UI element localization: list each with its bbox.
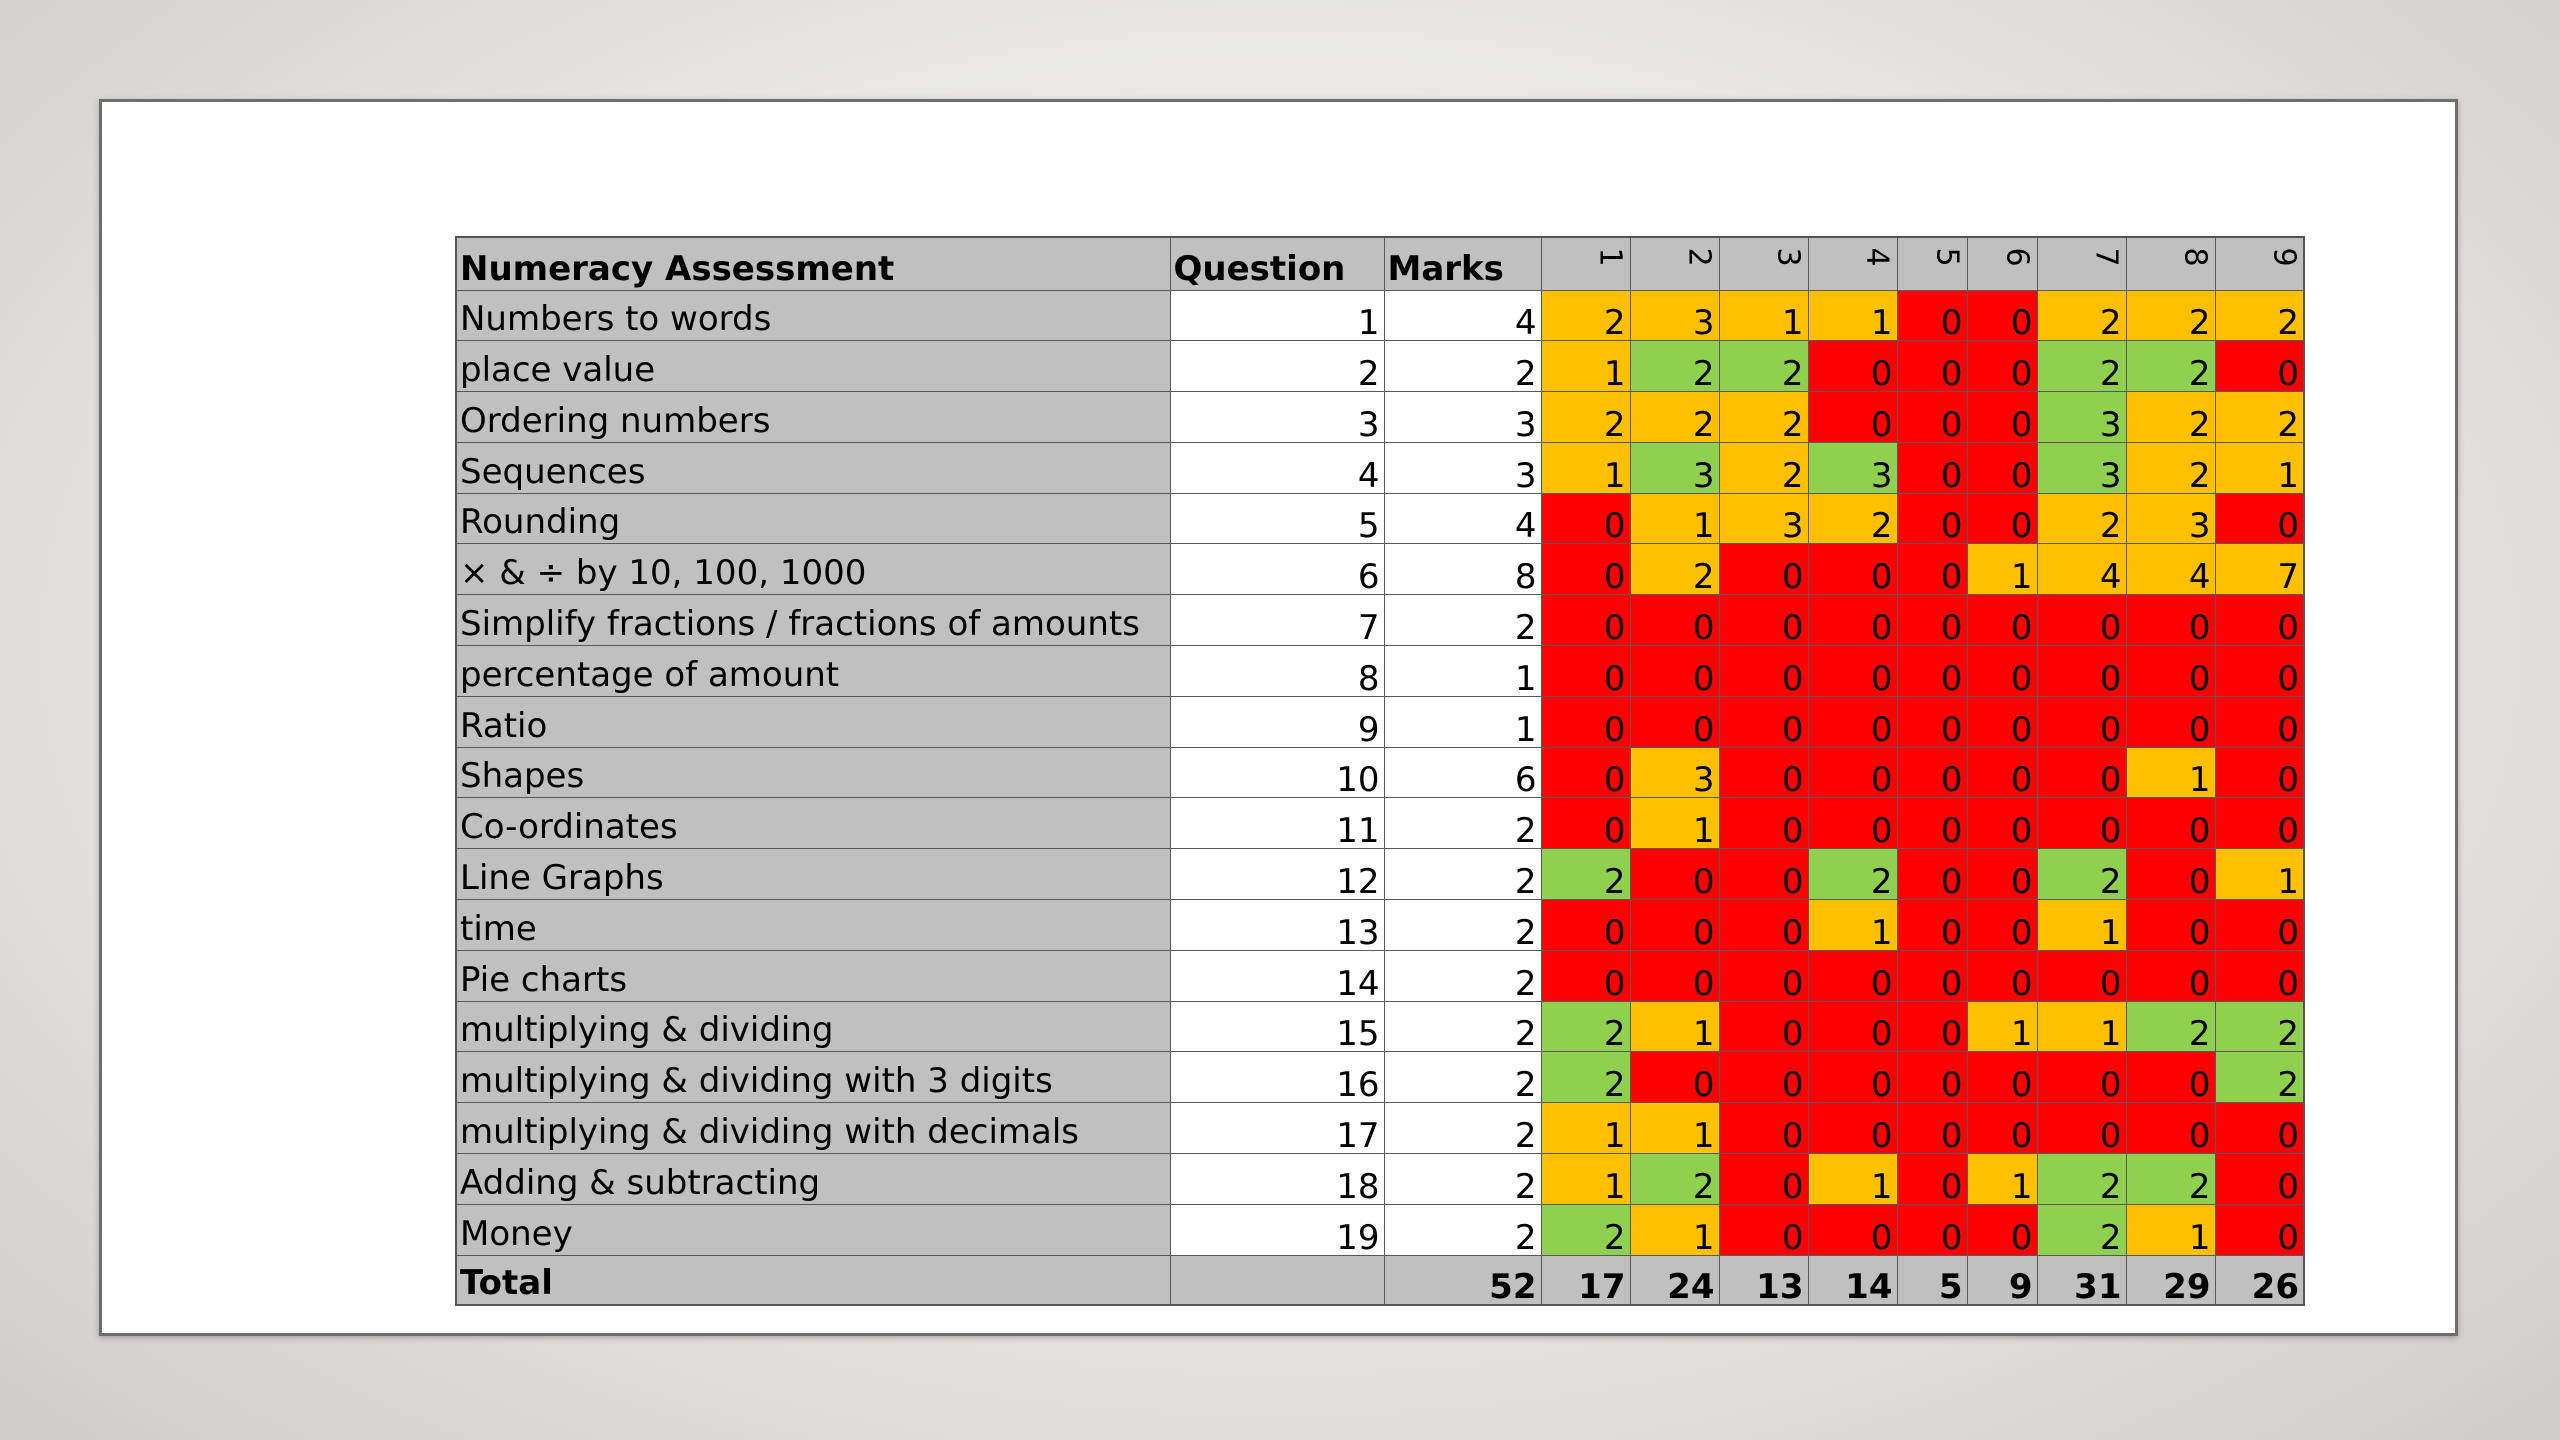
score-cell: 0 [1897, 392, 1967, 443]
student-column-header [2215, 237, 2304, 290]
score-cell: 1 [1630, 1204, 1719, 1255]
table-row [456, 341, 2304, 392]
question-number-cell: 8 [1170, 646, 1384, 697]
score-cell: 2 [1630, 341, 1719, 392]
score-cell: 0 [1719, 1103, 1808, 1154]
score-cell: 3 [1630, 747, 1719, 798]
table-row [456, 798, 2304, 849]
score-cell: 0 [2126, 646, 2215, 697]
student-number: 6 [1999, 247, 2035, 267]
score-cell: 0 [2215, 1154, 2304, 1205]
score-cell: 2 [2126, 341, 2215, 392]
marks-cell: 3 [1384, 392, 1541, 443]
score-cell: 2 [2037, 1204, 2126, 1255]
score-cell: 2 [2126, 442, 2215, 493]
score-cell: 1 [1541, 1154, 1630, 1205]
topic-cell: × & ÷ by 10, 100, 1000 [456, 544, 1170, 595]
score-cell: 0 [1897, 849, 1967, 900]
marks-cell: 2 [1384, 595, 1541, 646]
score-cell: 1 [1967, 544, 2037, 595]
score-cell: 0 [2215, 646, 2304, 697]
score-cell: 0 [1967, 1204, 2037, 1255]
score-cell: 0 [1967, 900, 2037, 951]
score-cell: 2 [1630, 392, 1719, 443]
table-row [456, 1154, 2304, 1205]
question-number-cell: 11 [1170, 798, 1384, 849]
score-cell: 0 [2037, 595, 2126, 646]
score-cell: 2 [2126, 1001, 2215, 1052]
score-cell: 0 [2215, 900, 2304, 951]
table-row [456, 1052, 2304, 1103]
score-cell: 0 [1808, 341, 1897, 392]
student-column-header [1541, 237, 1630, 290]
question-number-cell: 15 [1170, 1001, 1384, 1052]
student-number: 9 [2266, 247, 2302, 267]
score-cell: 0 [1541, 544, 1630, 595]
student-column-header [1719, 237, 1808, 290]
score-cell: 0 [2126, 849, 2215, 900]
score-cell: 0 [1897, 696, 1967, 747]
question-number-cell: 4 [1170, 442, 1384, 493]
marks-cell: 2 [1384, 1154, 1541, 1205]
total-marks: 52 [1384, 1255, 1541, 1305]
score-cell: 0 [1967, 341, 2037, 392]
score-cell: 0 [1808, 544, 1897, 595]
score-cell: 1 [2215, 849, 2304, 900]
total-question-blank [1170, 1255, 1384, 1305]
score-cell: 1 [2037, 900, 2126, 951]
score-cell: 0 [1630, 950, 1719, 1001]
score-cell: 2 [1541, 1001, 1630, 1052]
score-cell: 1 [1541, 1103, 1630, 1154]
score-cell: 0 [1541, 595, 1630, 646]
score-cell: 0 [1967, 849, 2037, 900]
slide [99, 99, 2458, 1336]
score-cell: 0 [2126, 595, 2215, 646]
score-cell: 0 [1719, 1154, 1808, 1205]
student-number: 4 [1859, 247, 1895, 267]
table-row [456, 1103, 2304, 1154]
score-cell: 0 [1967, 747, 2037, 798]
score-cell: 0 [1808, 747, 1897, 798]
score-cell: 0 [1808, 1052, 1897, 1103]
score-cell: 0 [2215, 798, 2304, 849]
question-number-cell: 16 [1170, 1052, 1384, 1103]
score-cell: 0 [2037, 646, 2126, 697]
score-cell: 2 [2126, 392, 2215, 443]
marks-cell: 1 [1384, 696, 1541, 747]
score-cell: 0 [1719, 1204, 1808, 1255]
score-cell: 1 [2037, 1001, 2126, 1052]
marks-cell: 3 [1384, 442, 1541, 493]
question-number-cell: 6 [1170, 544, 1384, 595]
table-row [456, 392, 2304, 443]
score-cell: 0 [1808, 1103, 1897, 1154]
score-cell: 0 [1967, 1103, 2037, 1154]
topic-cell: Co-ordinates [456, 798, 1170, 849]
score-cell: 0 [1719, 544, 1808, 595]
score-cell: 0 [1967, 798, 2037, 849]
score-cell: 0 [1719, 900, 1808, 951]
score-cell: 0 [1897, 493, 1967, 544]
score-cell: 1 [1967, 1001, 2037, 1052]
score-cell: 0 [1541, 798, 1630, 849]
score-cell: 0 [2037, 747, 2126, 798]
score-cell: 4 [2126, 544, 2215, 595]
score-cell: 1 [1808, 900, 1897, 951]
score-cell: 0 [1897, 595, 1967, 646]
score-cell: 2 [1541, 1052, 1630, 1103]
topic-cell: place value [456, 341, 1170, 392]
score-cell: 0 [1808, 1204, 1897, 1255]
score-cell: 2 [2215, 392, 2304, 443]
student-number: 3 [1770, 247, 1806, 267]
topic-cell: percentage of amount [456, 646, 1170, 697]
marks-cell: 4 [1384, 493, 1541, 544]
score-cell: 0 [1897, 798, 1967, 849]
table-row [456, 900, 2304, 951]
score-cell: 0 [1897, 341, 1967, 392]
marks-cell: 2 [1384, 1103, 1541, 1154]
score-cell: 0 [1808, 798, 1897, 849]
score-cell: 0 [1719, 798, 1808, 849]
score-cell: 0 [1719, 696, 1808, 747]
score-cell: 0 [1897, 1052, 1967, 1103]
score-cell: 0 [2215, 1103, 2304, 1154]
question-number-cell: 5 [1170, 493, 1384, 544]
total-row [456, 1255, 2304, 1305]
marks-cell: 2 [1384, 950, 1541, 1001]
score-cell: 0 [1897, 1001, 1967, 1052]
score-cell: 0 [1967, 1052, 2037, 1103]
score-cell: 0 [2037, 798, 2126, 849]
marks-cell: 2 [1384, 798, 1541, 849]
student-column-header [1967, 237, 2037, 290]
topic-cell: Money [456, 1204, 1170, 1255]
table-row [456, 1001, 2304, 1052]
marks-cell: 2 [1384, 1204, 1541, 1255]
table-row [456, 849, 2304, 900]
score-cell: 0 [1719, 646, 1808, 697]
score-cell: 0 [1808, 646, 1897, 697]
score-cell: 0 [2037, 1103, 2126, 1154]
topic-cell: Ordering numbers [456, 392, 1170, 443]
score-cell: 0 [1808, 1001, 1897, 1052]
score-cell: 2 [2126, 1154, 2215, 1205]
question-number-cell: 7 [1170, 595, 1384, 646]
score-cell: 2 [1808, 849, 1897, 900]
table-row [456, 646, 2304, 697]
student-column-header [1630, 237, 1719, 290]
score-cell: 0 [1967, 442, 2037, 493]
marks-cell: 2 [1384, 1052, 1541, 1103]
table-row [456, 595, 2304, 646]
student-total: 31 [2037, 1255, 2126, 1305]
table-row [456, 544, 2304, 595]
marks-cell: 6 [1384, 747, 1541, 798]
score-cell: 4 [2037, 544, 2126, 595]
topic-cell: multiplying & dividing [456, 1001, 1170, 1052]
score-cell: 0 [1808, 696, 1897, 747]
score-cell: 0 [1967, 950, 2037, 1001]
topic-cell: Ratio [456, 696, 1170, 747]
topic-cell: Simplify fractions / fractions of amounts [456, 595, 1170, 646]
score-cell: 3 [1630, 442, 1719, 493]
topic-cell: Line Graphs [456, 849, 1170, 900]
score-cell: 2 [2215, 1001, 2304, 1052]
score-cell: 0 [1630, 849, 1719, 900]
score-cell: 2 [1719, 341, 1808, 392]
score-cell: 1 [1541, 341, 1630, 392]
score-cell: 0 [2215, 1204, 2304, 1255]
topic-cell: Numbers to words [456, 290, 1170, 341]
marks-cell: 2 [1384, 900, 1541, 951]
score-cell: 0 [1630, 646, 1719, 697]
score-cell: 0 [1541, 493, 1630, 544]
score-cell: 0 [2037, 950, 2126, 1001]
score-cell: 0 [1967, 392, 2037, 443]
score-cell: 0 [1897, 1154, 1967, 1205]
score-cell: 0 [1630, 900, 1719, 951]
question-header: Question [1170, 237, 1384, 290]
student-total: 5 [1897, 1255, 1967, 1305]
table-row [456, 442, 2304, 493]
student-total: 17 [1541, 1255, 1630, 1305]
total-label: Total [456, 1255, 1170, 1305]
score-cell: 3 [1808, 442, 1897, 493]
score-cell: 0 [1719, 1052, 1808, 1103]
table-row [456, 493, 2304, 544]
topic-cell: Adding & subtracting [456, 1154, 1170, 1205]
score-cell: 3 [2037, 392, 2126, 443]
score-cell: 1 [2126, 1204, 2215, 1255]
score-cell: 0 [2126, 900, 2215, 951]
score-cell: 0 [2126, 1052, 2215, 1103]
question-number-cell: 14 [1170, 950, 1384, 1001]
question-number-cell: 9 [1170, 696, 1384, 747]
score-cell: 0 [2215, 341, 2304, 392]
header-row [456, 237, 2304, 290]
marks-cell: 1 [1384, 646, 1541, 697]
topic-cell: Rounding [456, 493, 1170, 544]
score-cell: 1 [1967, 1154, 2037, 1205]
question-number-cell: 17 [1170, 1103, 1384, 1154]
score-cell: 2 [1719, 392, 1808, 443]
score-cell: 2 [2037, 290, 2126, 341]
marks-header: Marks [1384, 237, 1541, 290]
score-cell: 0 [2126, 696, 2215, 747]
question-number-cell: 13 [1170, 900, 1384, 951]
score-cell: 0 [2126, 950, 2215, 1001]
score-cell: 1 [1808, 1154, 1897, 1205]
topic-cell: multiplying & dividing with decimals [456, 1103, 1170, 1154]
score-cell: 1 [1630, 1001, 1719, 1052]
topic-cell: Pie charts [456, 950, 1170, 1001]
score-cell: 2 [2126, 290, 2215, 341]
score-cell: 2 [2215, 1052, 2304, 1103]
score-cell: 0 [2215, 747, 2304, 798]
score-cell: 0 [1719, 950, 1808, 1001]
question-number-cell: 1 [1170, 290, 1384, 341]
score-cell: 0 [1967, 595, 2037, 646]
score-cell: 1 [1630, 798, 1719, 849]
student-total: 24 [1630, 1255, 1719, 1305]
score-cell: 0 [1719, 595, 1808, 646]
student-column-header [2037, 237, 2126, 290]
score-cell: 0 [1808, 392, 1897, 443]
topic-cell: time [456, 900, 1170, 951]
score-cell: 0 [1808, 595, 1897, 646]
score-cell: 1 [1719, 290, 1808, 341]
question-number-cell: 19 [1170, 1204, 1384, 1255]
student-total: 26 [2215, 1255, 2304, 1305]
score-cell: 1 [1541, 442, 1630, 493]
question-number-cell: 12 [1170, 849, 1384, 900]
score-cell: 2 [1630, 1154, 1719, 1205]
marks-cell: 4 [1384, 290, 1541, 341]
score-cell: 3 [1719, 493, 1808, 544]
score-cell: 2 [2037, 1154, 2126, 1205]
topic-cell: Sequences [456, 442, 1170, 493]
score-cell: 2 [1719, 442, 1808, 493]
score-cell: 0 [1897, 900, 1967, 951]
student-column-header [1897, 237, 1967, 290]
score-cell: 0 [1719, 1001, 1808, 1052]
question-number-cell: 3 [1170, 392, 1384, 443]
score-cell: 2 [1541, 849, 1630, 900]
score-cell: 0 [2037, 1052, 2126, 1103]
score-cell: 0 [1897, 544, 1967, 595]
table-title: Numeracy Assessment [456, 237, 1170, 290]
score-cell: 0 [1541, 646, 1630, 697]
table-row [456, 290, 2304, 341]
question-number-cell: 2 [1170, 341, 1384, 392]
score-cell: 0 [1719, 849, 1808, 900]
score-cell: 0 [2126, 798, 2215, 849]
student-total: 14 [1808, 1255, 1897, 1305]
score-cell: 0 [1897, 1204, 1967, 1255]
table-row [456, 1204, 2304, 1255]
marks-cell: 2 [1384, 341, 1541, 392]
question-number-cell: 18 [1170, 1154, 1384, 1205]
score-cell: 3 [1630, 290, 1719, 341]
student-total: 9 [1967, 1255, 2037, 1305]
score-cell: 0 [1808, 950, 1897, 1001]
score-cell: 2 [1808, 493, 1897, 544]
score-cell: 0 [1630, 1052, 1719, 1103]
topic-cell: multiplying & dividing with 3 digits [456, 1052, 1170, 1103]
score-cell: 0 [1541, 696, 1630, 747]
marks-cell: 8 [1384, 544, 1541, 595]
score-cell: 2 [1630, 544, 1719, 595]
numeracy-assessment-table [455, 236, 2305, 1306]
score-cell: 0 [2215, 950, 2304, 1001]
score-cell: 0 [1719, 747, 1808, 798]
score-cell: 0 [2215, 493, 2304, 544]
score-cell: 0 [1897, 950, 1967, 1001]
score-cell: 0 [1897, 1103, 1967, 1154]
table-row [456, 747, 2304, 798]
score-cell: 3 [2037, 442, 2126, 493]
score-cell: 0 [2215, 696, 2304, 747]
student-number: 5 [1929, 247, 1965, 267]
score-cell: 0 [1541, 950, 1630, 1001]
score-cell: 2 [2037, 493, 2126, 544]
score-cell: 1 [2215, 442, 2304, 493]
score-cell: 0 [1630, 595, 1719, 646]
score-cell: 1 [1630, 493, 1719, 544]
score-cell: 2 [2215, 290, 2304, 341]
score-cell: 0 [1897, 442, 1967, 493]
student-total: 29 [2126, 1255, 2215, 1305]
score-cell: 0 [1967, 646, 2037, 697]
marks-cell: 2 [1384, 849, 1541, 900]
score-cell: 2 [2037, 341, 2126, 392]
student-column-header [1808, 237, 1897, 290]
student-number: 1 [1592, 247, 1628, 267]
question-number-cell: 10 [1170, 747, 1384, 798]
score-cell: 1 [1630, 1103, 1719, 1154]
student-number: 8 [2177, 247, 2213, 267]
score-cell: 0 [1967, 290, 2037, 341]
score-cell: 3 [2126, 493, 2215, 544]
score-cell: 1 [2126, 747, 2215, 798]
score-cell: 2 [1541, 392, 1630, 443]
student-number: 2 [1681, 247, 1717, 267]
score-cell: 0 [2215, 595, 2304, 646]
score-cell: 0 [1967, 493, 2037, 544]
score-cell: 2 [1541, 290, 1630, 341]
score-cell: 1 [1808, 290, 1897, 341]
score-cell: 0 [1630, 696, 1719, 747]
score-cell: 0 [1897, 747, 1967, 798]
score-cell: 0 [1897, 646, 1967, 697]
table-row [456, 696, 2304, 747]
student-column-header [2126, 237, 2215, 290]
table-body [456, 237, 2304, 1305]
student-total: 13 [1719, 1255, 1808, 1305]
score-cell: 2 [2037, 849, 2126, 900]
score-cell: 0 [2126, 1103, 2215, 1154]
score-cell: 7 [2215, 544, 2304, 595]
table-row [456, 950, 2304, 1001]
score-cell: 0 [1541, 747, 1630, 798]
score-cell: 0 [1541, 900, 1630, 951]
student-number: 7 [2088, 247, 2124, 267]
topic-cell: Shapes [456, 747, 1170, 798]
score-cell: 0 [1897, 290, 1967, 341]
marks-cell: 2 [1384, 1001, 1541, 1052]
score-cell: 0 [1967, 696, 2037, 747]
score-cell: 0 [2037, 696, 2126, 747]
score-cell: 2 [1541, 1204, 1630, 1255]
